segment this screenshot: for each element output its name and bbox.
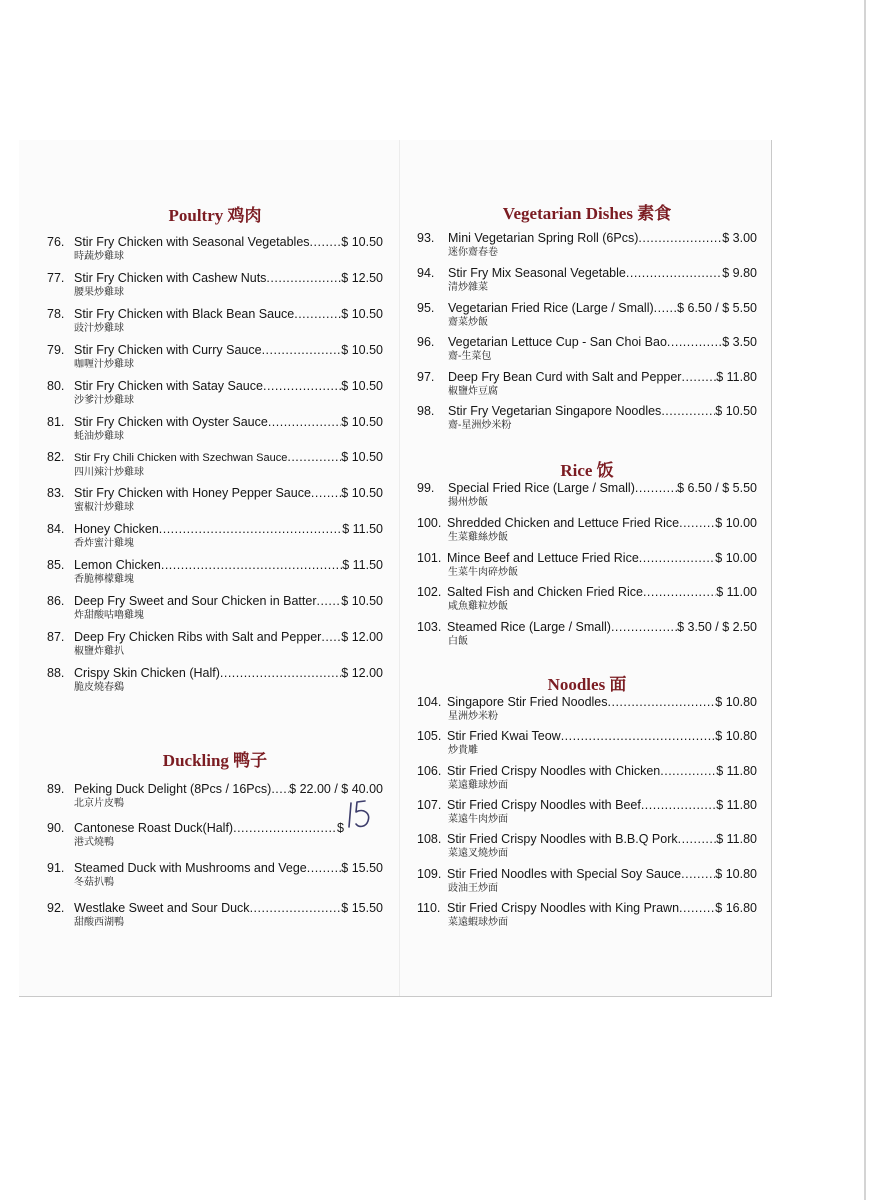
menu-item [417,695,757,723]
item-name: Mince Beef and Lettuce Fried Rice [447,551,639,565]
item-name: Stir Fry Chicken with Honey Pepper Sauce [74,486,311,500]
scan-edge [864,0,866,1200]
item-name: Stir Fry Mix Seasonal Vegetable [448,266,626,280]
item-number: 79. [47,343,65,357]
item-chinese-name: 菜遠叉燒炒面 [448,848,508,859]
item-chinese-name: 菜遠牛肉炒面 [448,814,508,825]
duckling-heading: Duckling 鸭子 [162,751,268,770]
item-chinese-name: 齋-星洲炒米粉 [448,420,512,431]
item-chinese-name: 豉油王炒面 [448,883,498,894]
item-price: $ 10.00 [715,551,757,565]
item-name: Stir Fry Vegetarian Singapore Noodles [448,404,662,418]
item-chinese-name: 椒鹽炸雞扒 [74,646,124,657]
item-number: 107. [417,798,442,812]
menu-item [417,404,757,432]
item-name: Stir Fry Chicken with Black Bean Sauce [74,307,295,321]
item-price: $ 11.00 [716,585,757,599]
item-price: $ 6.50 / $ 5.50 [677,301,757,315]
item-number: 109. [417,867,442,881]
item-name: Stir Fry Chicken with Cashew Nuts [74,271,267,285]
menu-item [417,335,757,363]
item-chinese-name: 甜酸西湖鴨 [74,917,124,928]
item-number: 95. [417,301,435,315]
item-number: 103. [417,620,442,634]
item-price: $ 6.50 / $ 5.50 [677,481,757,495]
item-number: 106. [417,764,442,778]
menu-item [47,782,383,810]
item-name: Stir Fry Chicken with Oyster Sauce [74,415,268,429]
item-chinese-name: 脆皮燒春鷄 [74,682,124,693]
item-name: Stir Fried Crispy Noodles with Beef [447,798,641,812]
menu-item [417,620,757,648]
item-chinese-name: 椒鹽炸豆腐 [448,386,498,397]
menu-item [47,666,383,694]
item-name: Stir Fried Crispy Noodles with Chicken [447,764,661,778]
item-number: 90. [47,821,65,835]
item-price: $ 11.50 [342,558,383,572]
item-number: 81. [47,415,65,429]
item-name: Stir Fried Kwai Teow [447,729,561,743]
rice-heading: Rice 饭 [560,461,614,480]
menu-item [417,901,757,929]
noodles-heading: Noodles 面 [547,675,627,694]
menu-item [417,867,757,895]
item-price: $ 11.80 [716,370,757,384]
handwritten-15-glyph [341,797,379,831]
vegetarian-heading: Vegetarian Dishes 素食 [502,204,672,223]
item-chinese-name: 炒貴雕 [448,745,478,756]
item-number: 105. [417,729,442,743]
item-chinese-name: 齋菜炒飯 [448,317,488,328]
menu-item [47,450,383,479]
item-number: 82. [47,450,65,464]
menu-item [417,266,757,294]
item-price: $ 11.80 [716,832,757,846]
item-chinese-name: 北京片皮鴨 [74,798,124,809]
item-price: $ 12.00 [341,666,383,680]
item-price: $ 10.50 [341,235,383,249]
item-chinese-name: 白飯 [448,636,468,647]
item-chinese-name: 豉汁炒雞球 [74,323,124,334]
menu-item [47,235,383,263]
item-name: Vegetarian Lettuce Cup - San Choi Bao [448,335,667,349]
menu-item [417,516,757,544]
item-price: $ 10.50 [341,415,383,429]
item-name: Cantonese Roast Duck(Half) [74,821,234,835]
item-chinese-name: 蚝油炒雞球 [74,431,124,442]
item-price: $ 15.50 [341,861,383,875]
item-name: Vegetarian Fried Rice (Large / Small) [448,301,654,315]
item-price: $ 10.80 [715,695,757,709]
item-number: 77. [47,271,65,285]
menu-item [417,370,757,398]
item-number: 89. [47,782,65,796]
item-name: Deep Fry Bean Curd with Salt and Pepper [448,370,682,384]
item-name: Stir Fried Noodles with Special Soy Sauce [447,867,682,881]
item-number: 86. [47,594,65,608]
item-name: Stir Fry Chili Chicken with Szechwan Sauce [74,452,288,464]
item-number: 94. [417,266,435,280]
item-number: 99. [417,481,435,495]
item-name: Stir Fry Chicken with Satay Sauce [74,379,263,393]
item-price: $ 9.80 [722,266,757,280]
menu-item [417,301,757,329]
menu-item [47,486,383,514]
handwritten-price-note [341,797,379,831]
item-name: Peking Duck Delight (8Pcs / 16Pcs) [74,782,272,796]
item-number: 76. [47,235,65,249]
page-fold [399,140,400,996]
menu-item [417,764,757,792]
item-name: Special Fried Rice (Large / Small) [448,481,635,495]
item-chinese-name: 腰果炒雞球 [74,287,124,298]
item-price: $ 10.80 [715,729,757,743]
menu-item [417,729,757,757]
item-price: $ 15.50 [341,901,383,915]
item-chinese-name: 星洲炒米粉 [448,711,498,722]
menu-item [47,901,383,929]
item-price: $ 10.50 [341,379,383,393]
item-price: $ 12.50 [341,271,383,285]
item-price: $ 11.80 [716,798,757,812]
item-name: Stir Fry Chicken with Curry Sauce [74,343,262,357]
item-number: 78. [47,307,65,321]
item-price: $ 3.50 [722,335,757,349]
item-name: Westlake Sweet and Sour Duck [74,901,250,915]
item-chinese-name: 齋-生菜包 [448,351,492,362]
menu-item [47,821,383,849]
item-price: $ 10.00 [715,516,757,530]
item-number: 108. [417,832,442,846]
menu-item [47,307,383,335]
item-name: Stir Fried Crispy Noodles with B.B.Q Pork [447,832,678,846]
item-number: 100. [417,516,442,530]
item-price: $ [337,821,344,835]
item-number: 85. [47,558,65,572]
item-chinese-name: 冬菇扒鴨 [74,877,114,888]
item-name: Shredded Chicken and Lettuce Fried Rice [447,516,680,530]
item-name: Steamed Rice (Large / Small) [447,620,611,634]
item-name: Steamed Duck with Mushrooms and Vege [74,861,307,875]
item-chinese-name: 蜜椒汁炒雞球 [74,502,134,513]
item-chinese-name: 香炸蜜汁雞塊 [74,538,134,549]
item-number: 101. [417,551,442,565]
item-name: Crispy Skin Chicken (Half) [74,666,220,680]
item-number: 97. [417,370,435,384]
item-chinese-name: 菜遠蝦球炒面 [448,917,508,928]
item-price: $ 10.50 [341,343,383,357]
menu-item [47,522,383,550]
item-price: $ 16.80 [715,901,757,915]
menu-item [417,832,757,860]
menu-item [417,798,757,826]
item-number: 93. [417,231,435,245]
item-chinese-name: 生菜雞絲炒飯 [448,532,508,543]
item-chinese-name: 咸魚雞粒炒飯 [448,601,508,612]
item-chinese-name: 菜遠雞球炒面 [448,780,508,791]
menu-item [47,630,383,658]
item-price: $ 3.50 / $ 2.50 [677,620,757,634]
item-chinese-name: 咖喱汁炒雞球 [74,359,134,370]
item-name: Mini Vegetarian Spring Roll (6Pcs) [448,231,639,245]
item-number: 83. [47,486,65,500]
item-price: $ 12.00 [341,630,383,644]
menu-item [47,861,383,889]
item-price: $ 11.80 [716,764,757,778]
menu-item [47,594,383,622]
item-chinese-name: 迷你齋春卷 [448,247,498,258]
menu-item [417,231,757,259]
menu-item [417,585,757,613]
item-name: Deep Fry Sweet and Sour Chicken in Batter [74,594,317,608]
item-number: 91. [47,861,65,875]
item-price: $ 3.00 [722,231,757,245]
item-price: $ 22.00 / $ 40.00 [289,782,383,796]
menu-item [47,343,383,371]
item-number: 104. [417,695,442,709]
item-price: $ 10.50 [341,307,383,321]
menu-item [417,481,757,509]
menu-item [47,415,383,443]
item-number: 87. [47,630,65,644]
item-chinese-name: 四川辣汁炒雞球 [74,467,144,478]
item-name: Deep Fry Chicken Ribs with Salt and Pepper [74,630,322,644]
item-number: 102. [417,585,442,599]
item-name: Stir Fried Crispy Noodles with King Prawn [447,901,680,915]
item-name: Honey Chicken [74,522,159,536]
item-chinese-name: 港式燒鴨 [74,837,114,848]
menu-item [47,271,383,299]
item-chinese-name: 炸甜酸咕嚕雞塊 [74,610,144,621]
menu-item [47,379,383,407]
item-chinese-name: 清炒雜菜 [448,282,488,293]
item-name: Salted Fish and Chicken Fried Rice [447,585,643,599]
item-number: 98. [417,404,435,418]
item-price: $ 10.80 [715,867,757,881]
item-chinese-name: 揚州炒飯 [448,497,488,508]
item-price: $ 10.50 [715,404,757,418]
item-number: 88. [47,666,65,680]
item-price: $ 11.50 [342,522,383,536]
item-name: Singapore Stir Fried Noodles [447,695,608,709]
menu-item [417,551,757,579]
item-chinese-name: 香脆檸檬雞塊 [74,574,134,585]
item-name: Stir Fry Chicken with Seasonal Vegetables [74,235,310,249]
item-name: Lemon Chicken [74,558,161,572]
item-chinese-name: 生菜牛肉碎炒飯 [448,567,518,578]
item-price: $ 10.50 [341,450,383,464]
poultry-heading: Poultry 鸡肉 [168,206,262,225]
item-price: $ 10.50 [341,594,383,608]
menu-item [47,558,383,586]
item-number: 84. [47,522,65,536]
item-chinese-name: 沙爹汁炒雞球 [74,395,134,406]
item-number: 92. [47,901,65,915]
item-number: 80. [47,379,65,393]
item-number: 110. [417,901,441,915]
item-price: $ 10.50 [341,486,383,500]
item-number: 96. [417,335,435,349]
item-chinese-name: 時蔬炒雞球 [74,251,124,262]
